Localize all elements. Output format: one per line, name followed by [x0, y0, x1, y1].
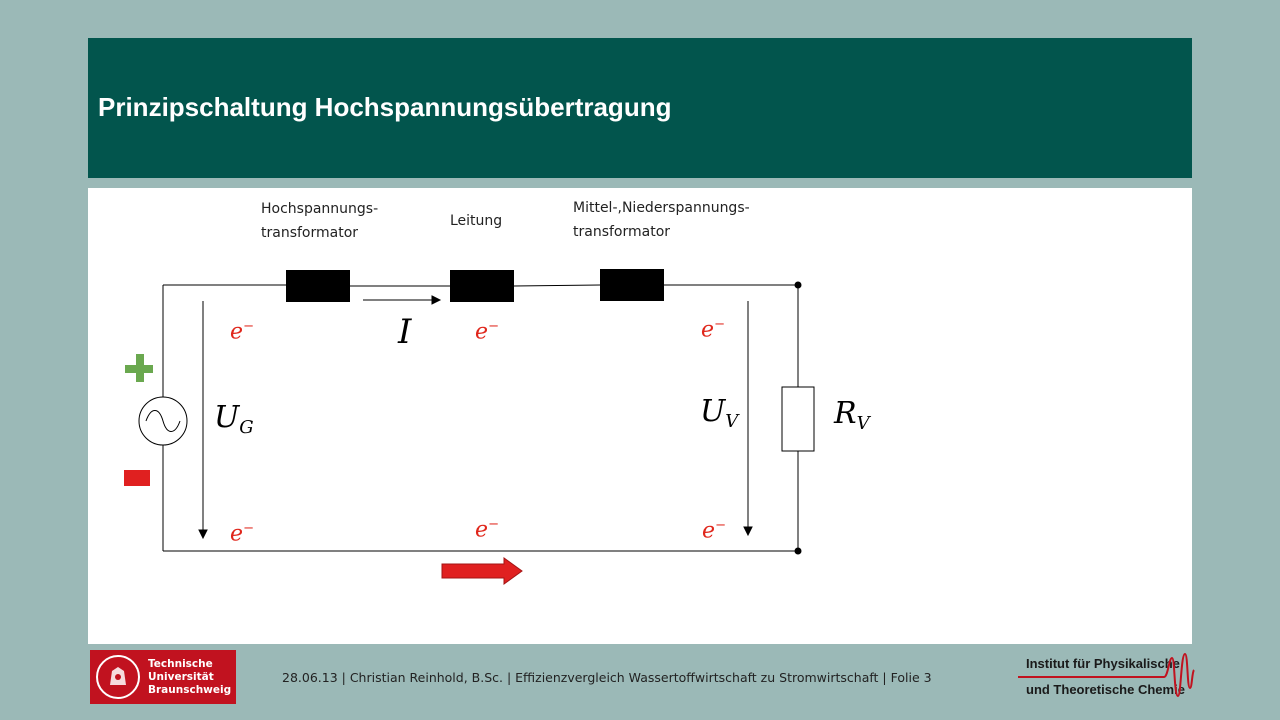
hv-transformer-label: Hochspannungs- transformator	[261, 201, 379, 241]
terminal-bottom	[795, 548, 802, 555]
source-voltage-symbol: $U_G$	[214, 400, 254, 439]
load-resistor	[782, 387, 814, 451]
uv-arrow-head	[744, 527, 752, 535]
institute-logo	[1014, 650, 1196, 704]
electron-bottom-right: e−	[702, 518, 727, 544]
tu-logo-text: Technische Universität Braunschweig	[148, 658, 232, 696]
load-resistance-symbol: $R_V$	[834, 396, 870, 435]
electron-bottom-left: e−	[230, 521, 255, 547]
plus-sign	[125, 354, 153, 382]
line-block	[450, 270, 514, 302]
ug-arrow-head	[199, 530, 207, 538]
footer-text: 28.06.13 | Christian Reinhold, B.Sc. | Effizienzvergleich Wassertoffwirtschaft zu Stromwirtschaft | Folie 3	[282, 670, 932, 685]
load-voltage-symbol: $U_V$	[700, 394, 739, 433]
current-symbol: I	[398, 312, 412, 352]
mv-lv-transformer-label: Mittel-,Niederspannungs- transformator	[573, 200, 750, 240]
hv-transformer-block	[286, 270, 350, 302]
spectrum-wave-icon	[1014, 650, 1196, 704]
electron-flow-arrow	[442, 558, 522, 584]
top-wire-mid2	[514, 285, 600, 286]
content-panel	[88, 188, 1192, 644]
tu-braunschweig-logo	[90, 650, 236, 704]
minus-sign	[124, 470, 150, 486]
current-arrow-head	[432, 296, 440, 304]
mv-lv-transformer-block	[600, 269, 664, 301]
seal-icon	[96, 655, 140, 699]
electron-top-left: e−	[230, 319, 255, 345]
institute-logo-line2: und Theoretische Chemie	[1026, 682, 1185, 697]
institute-logo-line1: Institut für Physikalische	[1026, 656, 1180, 671]
line-label: Leitung	[450, 213, 503, 229]
electron-top-mid: e−	[475, 319, 500, 345]
electron-bottom-mid: e−	[475, 517, 500, 543]
electron-top-right: e−	[701, 317, 726, 343]
terminal-top	[795, 282, 802, 289]
title-bar	[88, 38, 1192, 178]
slide-title: Prinzipschaltung Hochspannungsübertragung	[98, 92, 672, 122]
